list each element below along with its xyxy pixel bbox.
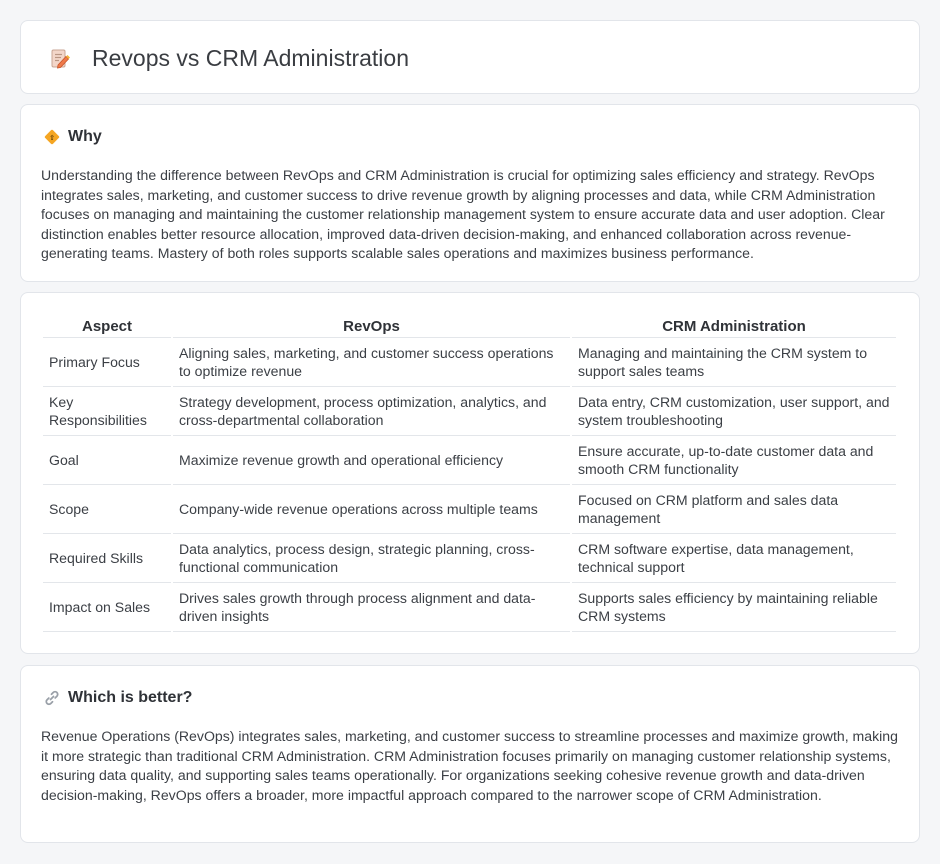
revops-cell: Aligning sales, marketing, and customer success operations to optimize revenue (173, 338, 570, 387)
document-pen-icon (49, 48, 71, 70)
page-title: Revops vs CRM Administration (92, 45, 409, 71)
aspect-cell: Primary Focus (43, 338, 171, 387)
table-row (43, 485, 896, 534)
aspect-cell: Goal (43, 436, 171, 485)
which-is-better-text: Revenue Operations (RevOps) integrates sales, marketing, and customer success to streamline processes and maximize growth, making it more strategic than traditional CRM Administration. CRM Administration focuses primarily on managing customer relationship systems, ensuring data quality, and supporting sales teams operationally. For organizations seeking cohesive revenue growth and data-driven decision-making, RevOps offers a broader, more impactful approach compared to the narrower scope of CRM Administration. (41, 728, 898, 803)
table-row (43, 338, 896, 387)
why-section (20, 104, 920, 282)
crm-cell: Focused on CRM platform and sales data management (572, 485, 896, 534)
aspect-cell: Impact on Sales (43, 583, 171, 632)
link-icon (43, 689, 61, 707)
which-is-better-title: Which is better? (68, 689, 193, 706)
crm-cell: Supports sales efficiency by maintaining reliable CRM systems (572, 583, 896, 632)
column-header-aspect: Aspect (43, 315, 171, 338)
aspect-cell: Key Responsibilities (43, 387, 171, 436)
comparison-card (20, 292, 920, 654)
column-header-crm-administration: CRM Administration (572, 315, 896, 338)
crm-cell: Managing and maintaining the CRM system to support sales teams (572, 338, 896, 387)
revops-cell: Company-wide revenue operations across multiple teams (173, 485, 570, 534)
aspect-cell: Scope (43, 485, 171, 534)
which-is-better-section (20, 665, 920, 843)
svg-text:⇧: ⇧ (49, 134, 55, 142)
revops-cell: Maximize revenue growth and operational efficiency (173, 436, 570, 485)
why-title: Why (68, 128, 102, 145)
table-row (43, 534, 896, 583)
revops-cell: Drives sales growth through process alignment and data-driven insights (173, 583, 570, 632)
table-header-row (43, 315, 896, 338)
diamond-sign-icon (43, 128, 61, 146)
table-row (43, 436, 896, 485)
why-text: Understanding the difference between RevOps and CRM Administration is crucial for optimizing sales efficiency and strategy. RevOps integrates sales, marketing, and customer success to drive revenue growth by aligning processes and data, while CRM Administration focuses on managing and maintaining the customer relationship management system to ensure accurate data and user adoption. Clear distinction enables better resource allocation, improved data-driven decision-making, and enhanced collaboration across revenue-generating teams. Mastery of both roles supports scalable sales operations and maximizes business performance. (41, 167, 885, 262)
crm-cell: Ensure accurate, up-to-date customer data and smooth CRM functionality (572, 436, 896, 485)
header-card (20, 20, 920, 94)
aspect-cell: Required Skills (43, 534, 171, 583)
comparison-table (41, 315, 898, 632)
crm-cell: CRM software expertise, data management, technical support (572, 534, 896, 583)
column-header-revops: RevOps (173, 315, 570, 338)
table-row (43, 583, 896, 632)
revops-cell: Data analytics, process design, strategic planning, cross-functional communication (173, 534, 570, 583)
crm-cell: Data entry, CRM customization, user support, and system troubleshooting (572, 387, 896, 436)
table-row (43, 387, 896, 436)
revops-cell: Strategy development, process optimization, analytics, and cross-departmental collaboration (173, 387, 570, 436)
